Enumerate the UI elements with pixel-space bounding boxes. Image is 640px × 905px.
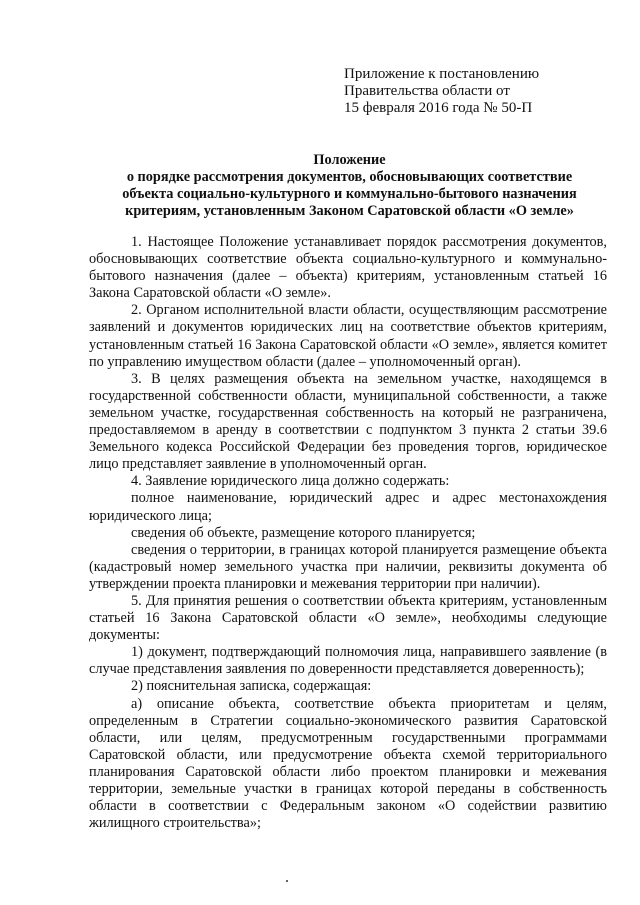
document-title-line: критериям, установленным Законом Саратовской области «О земле» [125,203,574,219]
paragraph-1: 1. Настоящее Положение устанавливает порядок рассмотрения документов, обосновывающих соответствие объекта социально-культурного и коммунально-бытового назначения (далее – объекта) критериям, установленным статьей 16 Закона Саратовской области «О земле». [89,234,607,302]
paragraph-3: 3. В целях размещения объекта на земельном участке, находящемся в государственной собственности области, муниципальной собственности, а также земельном участке, государственная собственность на который не разграничена, предоставляемом в аренду в соответствии с подпунктом 3 пункта 2 статьи 39.6 Земельного кодекса Российской Федерации без проведения торгов, юридическое лицо представляет заявление в уполномоченный орган. [89,370,607,473]
appendix-header [344,66,539,117]
document-title-line: о порядке рассмотрения документов, обосновывающих соответствие [126,169,573,185]
paragraph-4-item: сведения о территории, в границах которой планируется размещение объекта (кадастровый номер земельного участка при наличии, реквизиты документа об утверждении проекта планировки и межевания территории при наличии). [89,541,607,592]
document-body [89,234,607,832]
appendix-header-line: Правительства области от [344,83,510,99]
document-title-line: Положение [313,152,386,168]
scan-speck [286,880,288,882]
document-title [89,152,610,220]
paragraph-4: 4. Заявление юридического лица должно содержать: [131,473,450,490]
appendix-header-line: Приложение к постановлению [344,66,540,82]
document-title-line: объекта социально-культурного и коммунально-бытового назначения [122,186,577,202]
paragraph-5: 5. Для принятия решения о соответствии объекта критериям, установленным статьей 16 Закона Саратовской области «О земле», необходимы следующие документы: [89,592,607,644]
paragraph-2: 2. Органом исполнительной власти области, осуществляющим рассмотрение заявлений и документов юридических лиц на соответствие объектов критериям, установленным статьей 16 Закона Саратовской области «О земле», является комитет по управлению имуществом области (далее – уполномоченный орган). [89,302,607,370]
paragraph-5-item: 1) документ, подтверждающий полномочия лица, направившего заявление (в случае представления заявления по доверенности представляется доверенность); [89,644,607,678]
paragraph-4-item: полное наименование, юридический адрес и адрес местонахождения юридического лица; [89,490,607,524]
paragraph-4-item: сведения об объекте, размещение которого планируется; [131,524,476,541]
paragraph-5-item: 2) пояснительная записка, содержащая: [131,678,372,695]
paragraph-5-subitem: а) описание объекта, соответствие объекта приоритетам и целям, определенным в Стратегии социально-экономического развития Саратовской области, или целям, предусмотренным государственными программами Саратовской области, или предусмотрение объекта схемой территориального планирования Саратовской области либо проектом планировки и межевания территории, земельные участки в границах которой переданы в собственность области в соответствии с Федеральным законом «О содействии развитию жилищного строительства»; [89,695,607,832]
appendix-header-line: 15 февраля 2016 года № 50-П [344,100,533,116]
